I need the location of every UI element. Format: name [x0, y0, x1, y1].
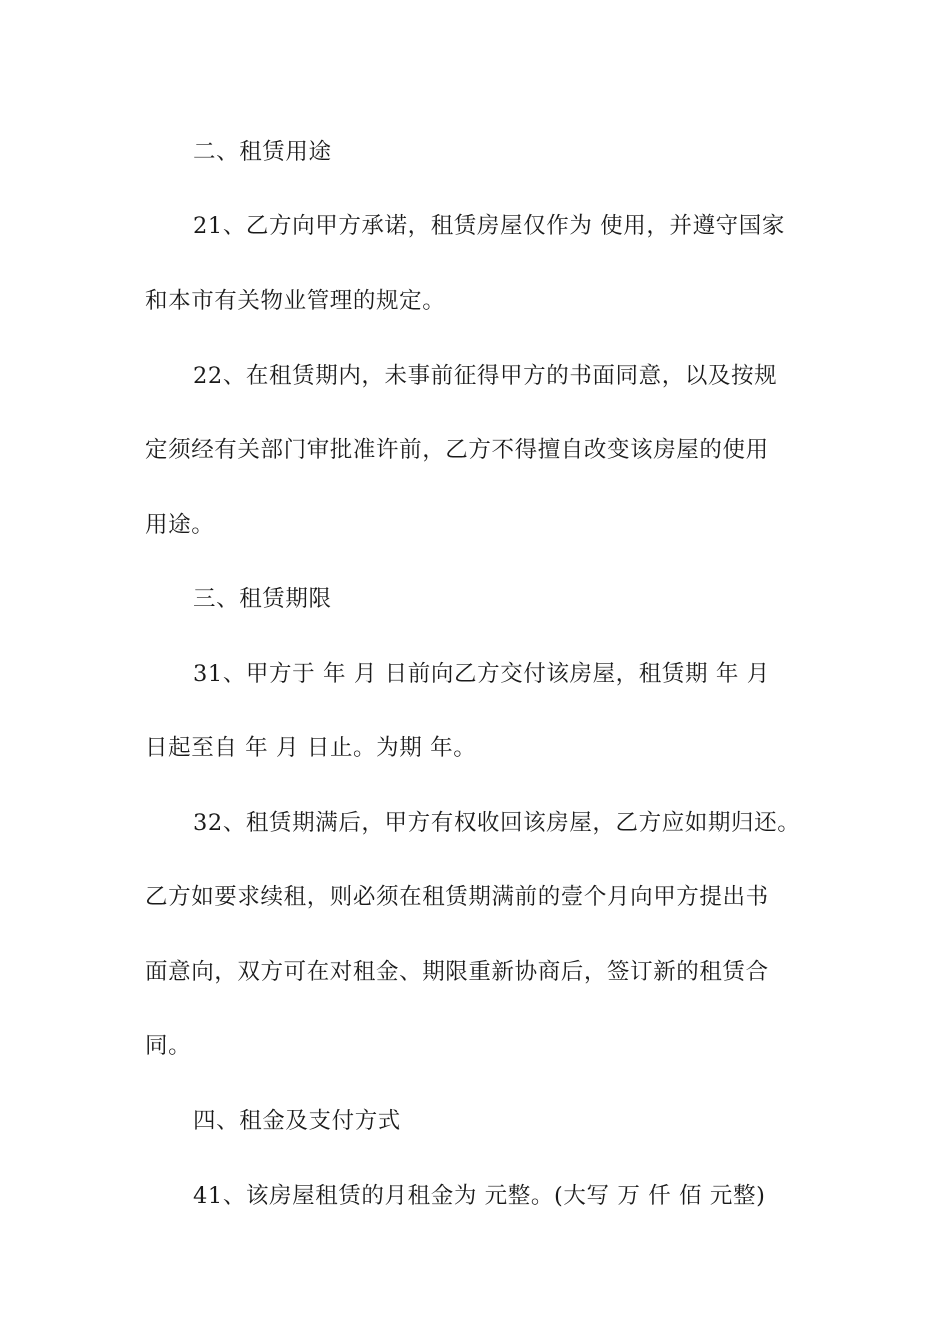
- clause-32-line-2: 乙方如要求续租，则必须在租赁期满前的壹个月向甲方提出书: [145, 884, 769, 910]
- section-heading-lease-term: 三、租赁期限: [193, 586, 332, 612]
- clause-31-line-1: 31、甲方于 年 月 日前向乙方交付该房屋，租赁期 年 月: [193, 661, 770, 687]
- clause-31-line-2: 日起至自 年 月 日止。为期 年。: [145, 735, 477, 761]
- clause-22-line-2: 定须经有关部门审批准许前，乙方不得擅自改变该房屋的使用: [145, 437, 769, 463]
- clause-22-line-1: 22、在租赁期内，未事前征得甲方的书面同意，以及按规: [193, 363, 778, 389]
- clause-32-line-4: 同。: [145, 1033, 192, 1059]
- clause-21-line-1: 21、乙方向甲方承诺，租赁房屋仅作为 使用，并遵守国家: [193, 213, 785, 239]
- section-heading-lease-use: 二、租赁用途: [193, 139, 332, 165]
- section-heading-rent-payment: 四、租金及支付方式: [193, 1108, 401, 1134]
- clause-41-line-1: 41、该房屋租赁的月租金为 元整。(大写 万 仟 佰 元整): [193, 1183, 766, 1209]
- clause-32-line-3: 面意向，双方可在对租金、期限重新协商后，签订新的租赁合: [145, 959, 769, 985]
- clause-32-line-1: 32、租赁期满后，甲方有权收回该房屋，乙方应如期归还。: [193, 810, 801, 836]
- clause-21-line-2: 和本市有关物业管理的规定。: [145, 288, 446, 314]
- clause-22-line-3: 用途。: [145, 512, 215, 538]
